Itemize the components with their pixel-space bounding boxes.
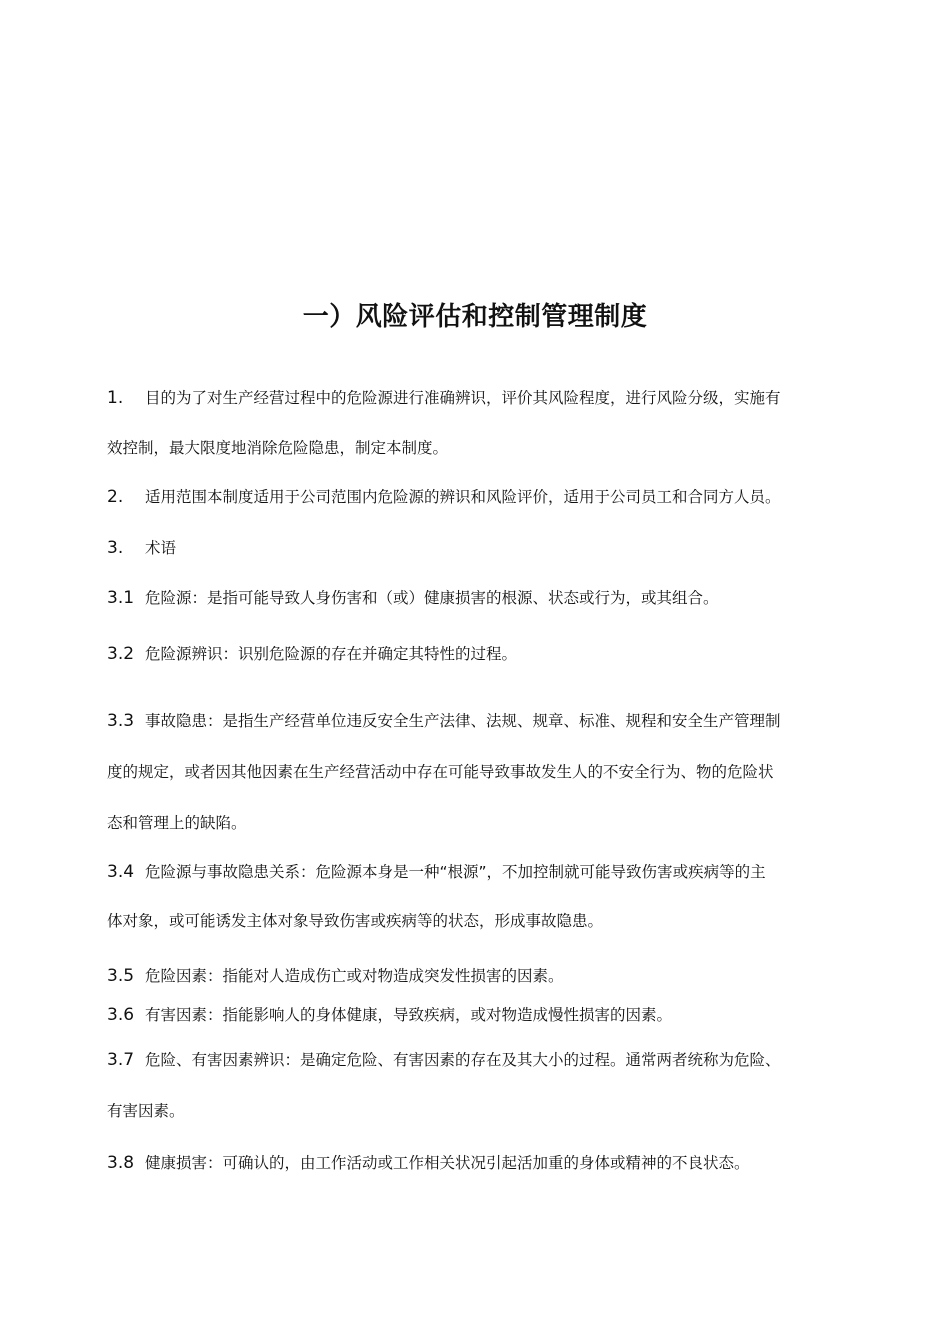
section-text: 效控制，最大限度地消除危险隐患，制定本制度。	[107, 439, 449, 457]
section-number: 1.	[107, 388, 124, 408]
section-number: 3.2	[107, 644, 135, 664]
section-number: 3.5	[107, 966, 135, 986]
section-number: 3.3	[107, 711, 135, 731]
section-number: 2.	[107, 487, 124, 507]
section-text: 有害因素。	[107, 1102, 185, 1120]
section-text: 危险因素：指能对人造成伤亡或对物造成突发性损害的因素。	[145, 967, 564, 985]
section-number: 3.4	[107, 862, 135, 882]
section-3-4-line-2	[107, 909, 603, 931]
section-2-line-1	[107, 485, 781, 507]
section-1-line-2	[107, 436, 448, 458]
section-text: 危险源与事故隐患关系：危险源本身是一种“根源”，不加控制就可能导致伤害或疾病等的主	[145, 863, 766, 881]
section-number: 3.7	[107, 1050, 135, 1070]
section-text: 术语	[145, 539, 177, 557]
section-number: 3.	[107, 538, 124, 558]
section-text: 危险源辨识：识别危险源的存在并确定其特性的过程。	[145, 645, 518, 663]
section-3-7-line-1	[107, 1048, 781, 1070]
section-3-6-line-1	[107, 1003, 672, 1025]
section-text: 健康损害：可确认的，由工作活动或工作相关状况引起活加重的身体或精神的不良状态。	[145, 1154, 750, 1172]
section-3-4-line-1	[107, 860, 766, 882]
section-text: 事故隐患：是指生产经营单位违反安全生产法律、法规、规章、标准、规程和安全生产管理制	[145, 712, 781, 730]
section-1-line-1	[107, 386, 781, 408]
section-3-2-line-1	[107, 642, 517, 664]
page-title: 一）风险评估和控制管理制度	[302, 302, 648, 332]
section-3-7-line-2	[107, 1099, 185, 1121]
section-3-1-line-1	[107, 586, 719, 608]
section-text: 危险、有害因素辨识：是确定危险、有害因素的存在及其大小的过程。通常两者统称为危险、	[145, 1051, 781, 1069]
section-number: 3.1	[107, 588, 135, 608]
section-3-5-line-1	[107, 964, 564, 986]
section-number: 3.6	[107, 1005, 135, 1025]
section-3-line-1	[107, 536, 176, 558]
section-text: 危险源：是指可能导致人身伤害和（或）健康损害的根源、状态或行为，或其组合。	[145, 589, 719, 607]
section-text: 目的为了对生产经营过程中的危险源进行准确辨识，评价其风险程度，进行风险分级，实施有	[145, 389, 781, 407]
section-text: 度的规定，或者因其他因素在生产经营活动中存在可能导致事故发生人的不安全行为、物的危险状	[107, 763, 774, 781]
section-text: 有害因素：指能影响人的身体健康，导致疾病，或对物造成慢性损害的因素。	[145, 1006, 673, 1024]
section-text: 适用范围本制度适用于公司范围内危险源的辨识和风险评价，适用于公司员工和合同方人员。	[145, 488, 781, 506]
section-3-3-line-1	[107, 709, 781, 731]
section-3-3-line-2	[107, 760, 774, 782]
section-number: 3.8	[107, 1153, 135, 1173]
section-3-3-line-3	[107, 811, 247, 833]
section-3-8-line-1	[107, 1151, 750, 1173]
section-text: 态和管理上的缺陷。	[107, 814, 247, 832]
section-text: 体对象，或可能诱发主体对象导致伤害或疾病等的状态，形成事故隐患。	[107, 912, 604, 930]
